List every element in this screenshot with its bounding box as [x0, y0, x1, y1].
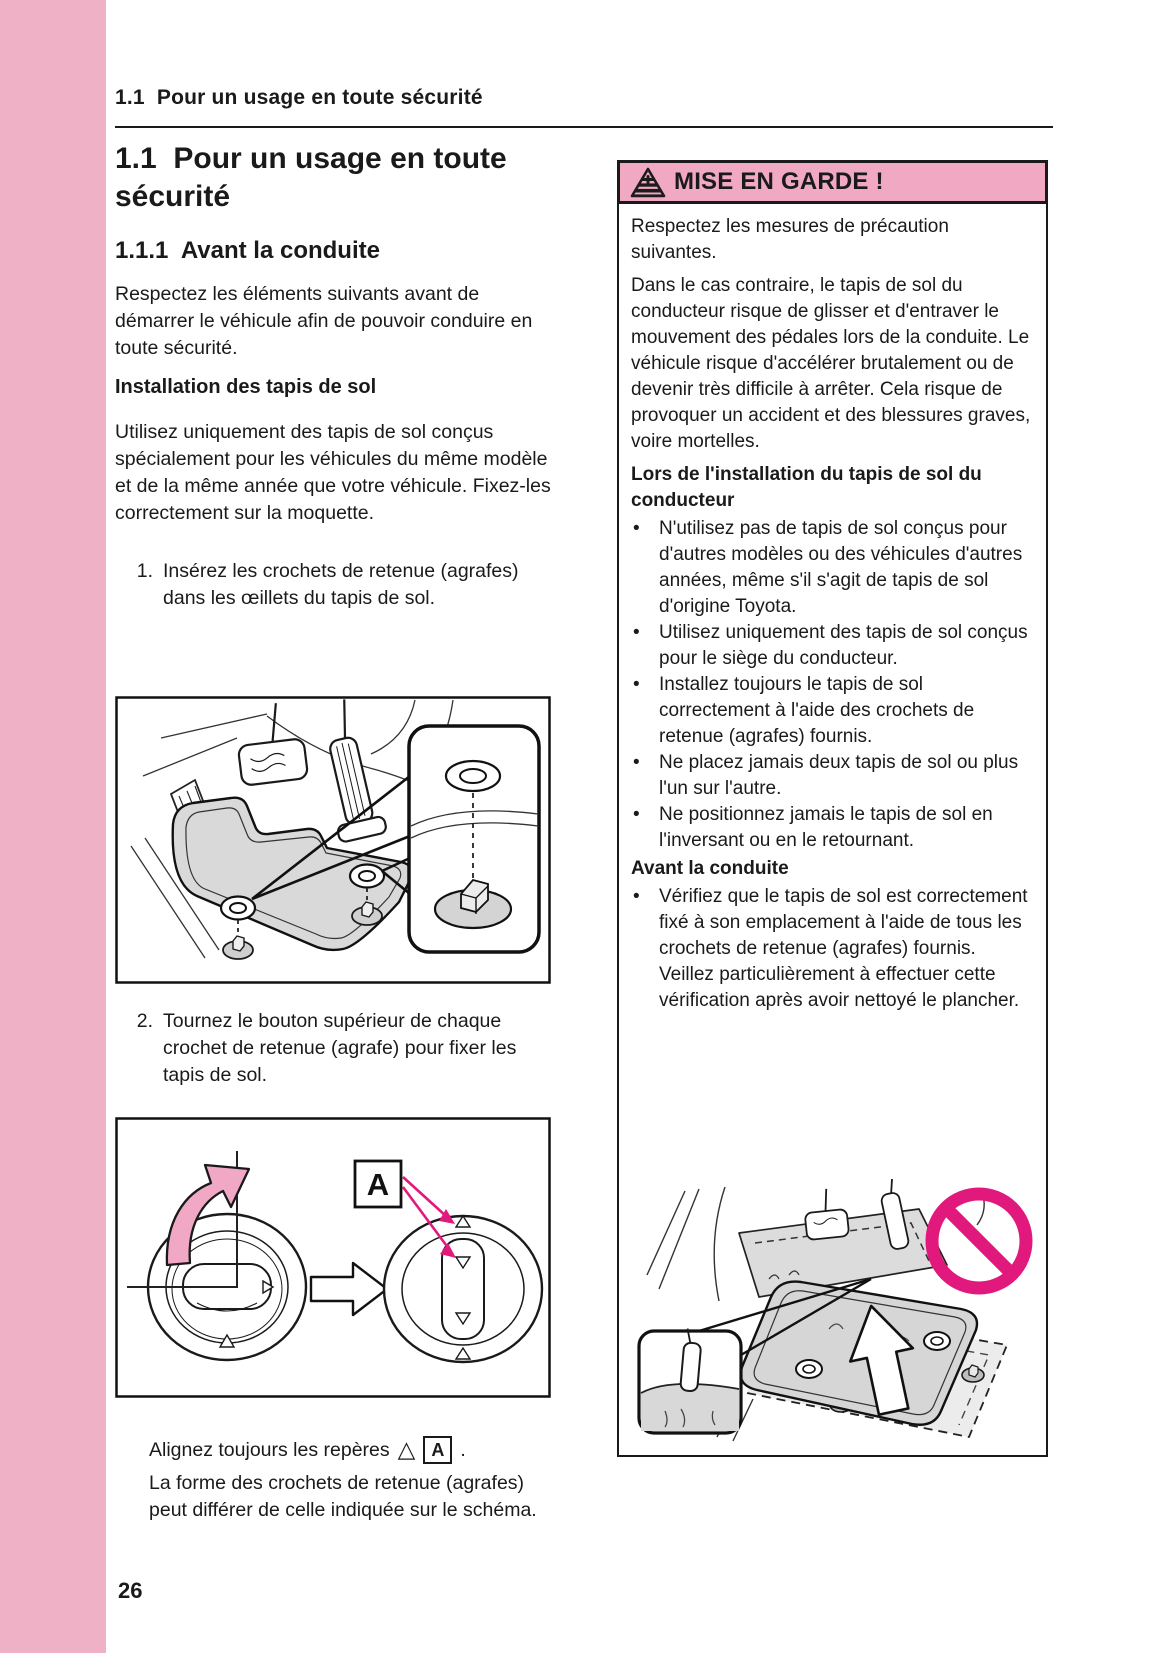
page-edge-accent-bar — [0, 0, 106, 1653]
figure-mat-hooks — [115, 696, 551, 989]
section-heading: 1.1.1 Avant la conduite — [115, 237, 380, 264]
step-number: 2. — [136, 1010, 153, 1032]
figure-caption — [115, 1436, 551, 1524]
warning-box — [617, 160, 1048, 1457]
running-header: 1.1 Pour un usage en toute sécurité — [115, 86, 483, 109]
mat-eyelet — [221, 897, 255, 920]
hook-closeup-inset — [409, 726, 539, 952]
caption-align-line — [149, 1436, 551, 1464]
warning-bullet: • Installez toujours le tapis de sol correctement à l'aide des crochets de retenue (agrafes) fournis. — [631, 672, 1034, 750]
figure-knob-rotation — [115, 1117, 551, 1403]
warning-triangle-icon — [630, 167, 666, 198]
page-title: 1.1 Pour un usage en toute sécurité — [115, 142, 507, 213]
bullet-marker: • — [633, 674, 640, 695]
warning-header — [617, 160, 1048, 204]
caption-prefix: Alignez toujours les repères — [149, 1438, 390, 1461]
step-text: Insérez les crochets de retenue (agrafes) dans les œillets du tapis de sol. — [163, 560, 519, 609]
warning-body — [619, 204, 1046, 1455]
boxed-a-label: A — [423, 1436, 452, 1464]
warning-bullet: • N'utilisez pas de tapis de sol conçus pour d'autres modèles ou des véhicules d'autres années, même s'il s'agit de tapis de sol d'origine Toyota. — [631, 516, 1034, 620]
warning-bullet: • Vérifiez que le tapis de sol est correctement fixé à son emplacement à l'aide de tous les crochets de retenue (agrafes) fournis. Veillez particulièrement à effectuer cette vérification après avoir nettoyé le plancher. — [631, 884, 1034, 1014]
marker-a-text: A — [366, 1167, 390, 1202]
page-number: 26 — [118, 1578, 143, 1603]
step-number: 1. — [136, 560, 153, 582]
subsection-heading: Installation des tapis de sol — [115, 376, 377, 398]
bullet-marker: • — [633, 518, 640, 539]
step-text: Tournez le bouton supérieur de chaque crochet de retenue (agrafe) pour fixer les tapis de sol. — [163, 1010, 517, 1086]
warning-bullet: • Ne placez jamais deux tapis de sol ou plus l'un sur l'autre. — [631, 750, 1034, 802]
triangle-mark-icon: △ — [397, 1435, 416, 1462]
mat-eyelet — [350, 865, 384, 888]
bullet-marker: • — [633, 886, 640, 907]
bullet-marker: • — [633, 752, 640, 773]
warning-bullet: • Utilisez uniquement des tapis de sol conçus pour le siège du conducteur. — [631, 620, 1034, 672]
prohibition-icon — [932, 1194, 1026, 1288]
warning-title: MISE EN GARDE ! — [674, 168, 884, 195]
body-paragraph: Utilisez uniquement des tapis de sol conçus spécialement pour les véhicules du même modèle et de la même année que votre véhicule. Fixez-les correctement sur la moquette. — [115, 421, 551, 524]
mat-hooks-illustration — [115, 696, 551, 984]
intro-paragraph: Respectez les éléments suivants avant de démarrer le véhicule afin de pouvoir conduire en toute sécurité. — [115, 283, 533, 359]
no-stacked-mats-illustration — [629, 1179, 1036, 1447]
brake-pedal — [802, 1187, 849, 1240]
warning-subheading: Lors de l'installation du tapis de sol du conducteur — [631, 464, 982, 511]
warning-subheading: Avant la conduite — [631, 858, 789, 879]
marker-a-label — [355, 1161, 401, 1207]
bullet-marker: • — [633, 622, 640, 643]
caption-suffix: . — [460, 1438, 466, 1461]
warning-consequence: Dans le cas contraire, le tapis de sol du conducteur risque de glisser et d'entraver le mouvement des pédales lors de la conduite. Le véhicule risque d'accélérer brutalement ou de devenir très difficile à arrêter. Cela risque de provoquer un accident et des blessures graves, voire mortelles. — [631, 275, 1031, 452]
step-item — [115, 558, 551, 612]
knob-after — [384, 1216, 542, 1362]
knob-rotation-illustration — [115, 1117, 551, 1398]
caption-note: La forme des crochets de retenue (agrafes) peut différer de celle indiquée sur le schéma. — [149, 1472, 537, 1521]
bullet-marker: • — [633, 804, 640, 825]
warning-intro: Respectez les mesures de précaution suivantes. — [631, 216, 949, 263]
step-item — [115, 1008, 551, 1089]
header-rule — [115, 126, 1053, 128]
figure-no-stacked-mats — [629, 1179, 1038, 1447]
warning-bullet: • Ne positionnez jamais le tapis de sol en l'inversant ou en le retournant. — [631, 802, 1034, 854]
